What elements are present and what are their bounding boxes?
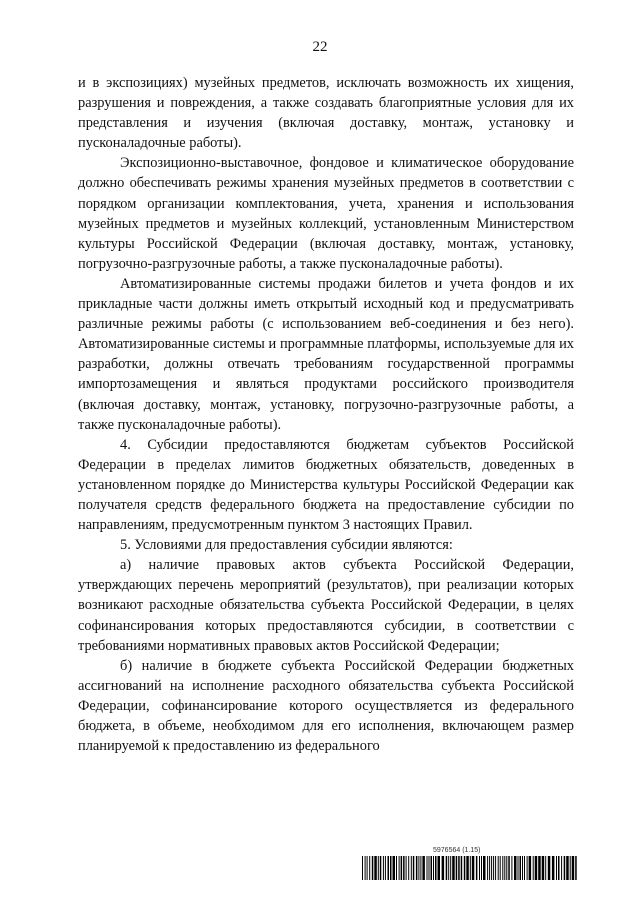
paragraph: б) наличие в бюджете субъекта Российской Федерации бюджетных ассигнований на исполнение расходного обязательства субъекта Российской Федерации, софинансирование которого осуществляется из федерального бюджета, в объеме, необходимом для его исполнения, включающем размер планируемой к предоставлению из федерального bbox=[78, 657, 574, 755]
paragraph: 5. Условиями для предоставления субсидии являются: bbox=[120, 537, 453, 554]
paragraph: и в экспозициях) музейных предметов, исключать возможность их хищения, разрушения и повреждения, а также создавать благоприятные условия для их представления и изучения (включая доставку, монтаж, установку и пусконаладочные работы). bbox=[78, 75, 574, 152]
paragraph: Экспозиционно-выставочное, фондовое и климатическое оборудование должно обеспечивать режимы хранения музейных предметов в соответствии с порядком организации комплектования, учета, хранения и использования музейных предметов и музейных коллекций, установленным Министерством культуры Российской Федерации (включая доставку, монтаж, установку, погрузочно-разгрузочные работы, а также пусконаладочные работы). bbox=[78, 155, 574, 272]
document-code: 5976564 (1.15) bbox=[433, 847, 481, 854]
document-body bbox=[78, 73, 574, 756]
barcode-icon bbox=[362, 856, 577, 880]
paragraph: а) наличие правовых актов субъекта Российской Федерации, утверждающих перечень мероприятий (результатов), при реализации которых возникают расходные обязательства субъекта Российской Федерации, в целях софинансирования которых предоставляются субсидии, в соответствии с требованиями нормативных правовых актов Российской Федерации; bbox=[78, 557, 574, 654]
paragraph: Автоматизированные системы продажи билетов и учета фондов и их прикладные части должны иметь открытый исходный код и предусматривать различные режимы работы (с использованием веб-соединения и без него). Автоматизированные системы и программные платформы, используемые для их разработки, должны отвечать требованиям государственной программы импортозамещения и являться продуктами российского производителя (включая доставку, монтаж, установку, погрузочно-разгрузочные работы, а также пусконаладочные работы). bbox=[78, 275, 574, 433]
page-number: 22 bbox=[312, 39, 328, 55]
paragraph: 4. Субсидии предоставляются бюджетам субъектов Российской Федерации в пределах лимитов бюджетных обязательств, доведенных в установленном порядке до Министерства культуры Российской Федерации как получателя средств федерального бюджета на предоставление субсидии по направлениям, предусмотренным пунктом 3 настоящих Правил. bbox=[78, 436, 574, 534]
